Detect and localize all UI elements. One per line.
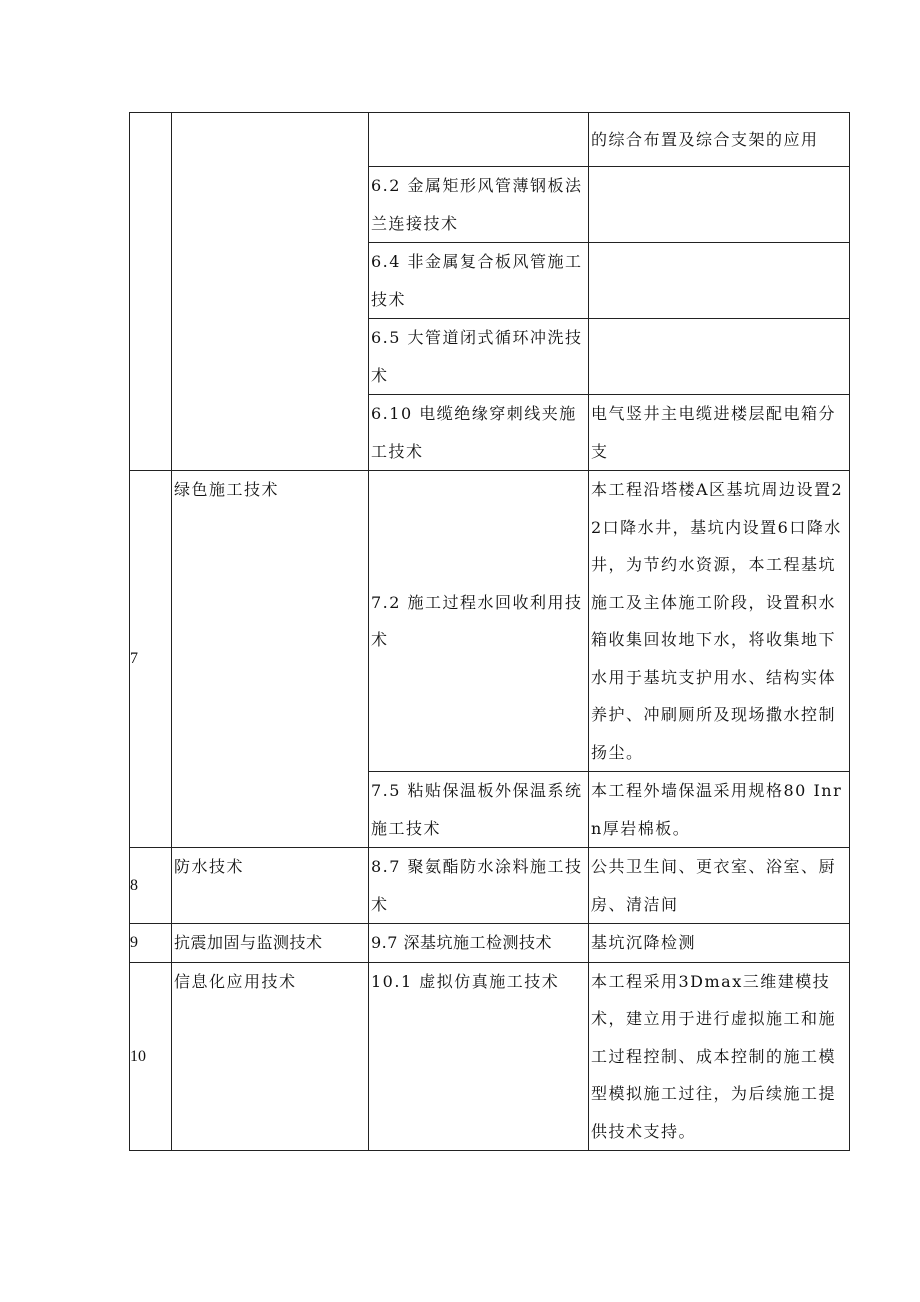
technology-cell: 6.2 金属矩形风管薄钢板法兰连接技术 — [369, 167, 589, 243]
technology-cell: 6.4 非金属复合板风管施工技术 — [369, 243, 589, 319]
application-cell: 的综合布置及综合支架的应用 — [589, 113, 850, 167]
row-number — [130, 113, 172, 471]
table-row — [130, 848, 850, 924]
technology-cell: 8.7 聚氨酯防水涂料施工技术 — [369, 848, 589, 924]
category-cell: 绿色施工技术 — [172, 471, 369, 848]
application-cell — [589, 243, 850, 319]
technology-cell: 6.5 大管道闭式循环冲洗技术 — [369, 319, 589, 395]
category-cell: 信息化应用技术 — [172, 962, 369, 1151]
table-row — [130, 924, 850, 963]
technology-cell — [369, 113, 589, 167]
application-cell: 基坑沉降检测 — [589, 924, 850, 963]
row-number: 8 — [130, 848, 172, 924]
application-cell: 公共卫生间、更衣室、浴室、厨房、清洁间 — [589, 848, 850, 924]
category-cell — [172, 113, 369, 471]
category-cell: 防水技术 — [172, 848, 369, 924]
category-cell: 抗震加固与监测技术 — [172, 924, 369, 963]
technology-table — [129, 112, 850, 1151]
application-cell — [589, 167, 850, 243]
application-cell: 电气竖井主电缆进楼层配电箱分支 — [589, 395, 850, 471]
row-number: 9 — [130, 924, 172, 963]
application-cell: 本工程外墙保温采用规格80 Inrn厚岩棉板。 — [589, 772, 850, 848]
row-number: 10 — [130, 962, 172, 1151]
table-row — [130, 962, 850, 1151]
table-row — [130, 113, 850, 167]
row-number: 7 — [130, 471, 172, 848]
table-row — [130, 471, 850, 772]
technology-cell: 7.2 施工过程水回收利用技术 — [369, 471, 589, 772]
technology-cell: 10.1 虚拟仿真施工技术 — [369, 962, 589, 1151]
application-cell — [589, 319, 850, 395]
application-cell: 本工程沿塔楼A区基坑周边设置22口降水井，基坑内设置6口降水井，为节约水资源，本工程基坑施工及主体施工阶段，设置积水箱收集回妆地下水，将收集地下水用于基坑支护用水、结构实体养护、冲刷厕所及现场撒水控制扬尘。 — [589, 471, 850, 772]
application-cell: 本工程采用3Dmax三维建模技术，建立用于进行虚拟施工和施工过程控制、成本控制的施工模型模拟施工过往，为后续施工提供技术支持。 — [589, 962, 850, 1151]
technology-cell: 9.7 深基坑施工检测技术 — [369, 924, 589, 963]
technology-cell: 6.10 电缆绝缘穿刺线夹施工技术 — [369, 395, 589, 471]
technology-cell: 7.5 粘贴保温板外保温系统施工技术 — [369, 772, 589, 848]
